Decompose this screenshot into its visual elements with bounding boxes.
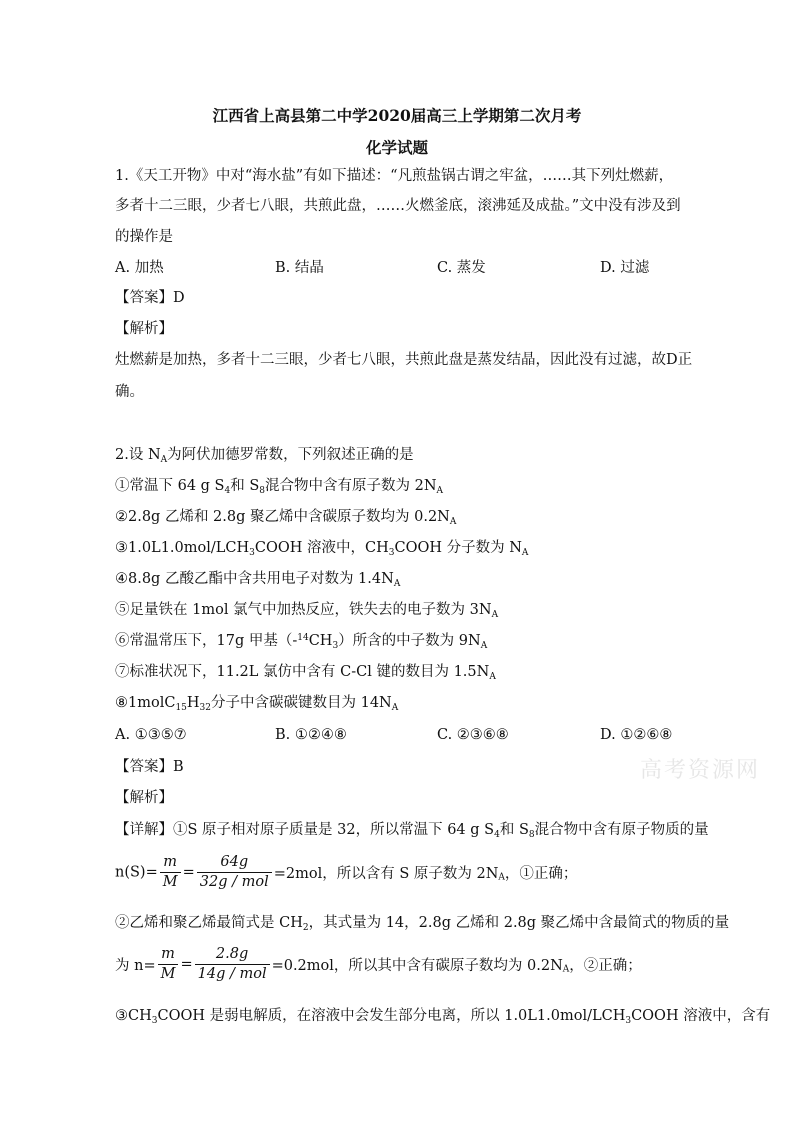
- q2-detail-line1: [115, 820, 709, 840]
- q2-stem-b: 为阿伏加德罗常数，下列叙述正确的是: [167, 447, 414, 463]
- q2-statement-6: [115, 631, 487, 651]
- q1-analysis-line1: 灶燃薪是加热，多者十二三眼，少者七八眼，共煎此盘是蒸发结晶，因此没有过滤，故D正: [115, 352, 693, 368]
- document-subtitle: 化学试题: [365, 138, 428, 157]
- q2-d3-b: COOH 是弱电解质，在溶液中会发生部分电离，所以 1.0L1.0mol/LCH: [157, 1008, 626, 1024]
- q2-d3-c: COOH 溶液中，含有: [631, 1008, 771, 1024]
- q2-detail-line3: [115, 1006, 770, 1026]
- q2-stem-a: 2.设 N: [115, 447, 161, 463]
- q2-statement-1: [115, 476, 443, 496]
- q2-detail-sub1: 4: [494, 830, 500, 840]
- q2-s1-sub2: 8: [259, 486, 266, 496]
- q2-detail-c: 混合物中含有原子物质的量: [534, 822, 709, 838]
- eq2-f1-num: m: [158, 946, 179, 965]
- eq1-fraction-mM: [160, 854, 181, 891]
- q2-s4-a: ④8.8g 乙酸乙酯中含共用电子对数为 1.4N: [115, 571, 394, 587]
- q2-s6-b: CH: [308, 633, 333, 649]
- q2-statement-3: [115, 538, 528, 558]
- q2-s8-sub2: 32: [199, 703, 211, 713]
- q2-s1-sub1: 4: [224, 486, 231, 496]
- q2-d2-b: ，其式量为 14，2.8g 乙烯和 2.8g 聚乙烯中含最简式的物质的量: [308, 915, 730, 931]
- q2-detail-line2: [115, 913, 729, 933]
- q2-answer: 【答案】B: [115, 759, 184, 775]
- q1-stem-line1: 1.《天工开物》中对“海水盐”有如下描述：“凡煎盐锅古谓之牢盆，……其下列灶燃薪，: [115, 168, 674, 184]
- q2-s1-c: 混合物中含有原子数为 2N: [265, 478, 437, 494]
- q2-statement-4: [115, 569, 400, 589]
- eq1-fraction-values: [197, 854, 272, 891]
- q2-option-a: A. ①③⑤⑦: [115, 727, 187, 743]
- eq2-f1-den: M: [160, 966, 176, 982]
- eq2-post-sub: A: [562, 964, 570, 975]
- q2-s3-sub2: 3: [388, 548, 395, 558]
- q2-s3-a: ③1.0L1.0mol/LCH: [115, 540, 250, 556]
- q2-analysis-label: 【解析】: [115, 790, 173, 806]
- eq1-post-sub: A: [498, 872, 505, 883]
- eq1-f2-num: 64g: [197, 854, 272, 873]
- q2-statement-2: [115, 507, 456, 527]
- q1-option-a: A. 加热: [115, 260, 164, 276]
- eq2-f2-num: 2.8g: [195, 946, 270, 965]
- q2-s2-sub: A: [449, 517, 457, 527]
- q2-d2-a: ②乙烯和聚乙烯最简式是 CH: [115, 915, 303, 931]
- q2-statement-7: [115, 662, 496, 682]
- q2-s3-c: COOH 分子数为 N: [394, 540, 522, 556]
- q2-s1-sub3: A: [436, 486, 444, 496]
- q1-option-b: B. 结晶: [275, 260, 324, 276]
- q1-option-c: C. 蒸发: [437, 260, 486, 276]
- q2-option-d: D. ①②⑥⑧: [600, 727, 673, 743]
- q2-s6-sub1: 3: [332, 641, 339, 651]
- watermark: 高考资源网: [640, 758, 761, 783]
- q2-s4-sub: A: [393, 579, 401, 589]
- q2-s8-sub3: A: [391, 703, 399, 713]
- q2-s8-a: ⑧1molC: [115, 695, 176, 711]
- q2-s6-sub2: A: [480, 641, 488, 651]
- q2-stem-sub: A: [160, 455, 168, 465]
- q1-analysis-line2: 确。: [115, 384, 144, 400]
- q2-s1-b: 和 S: [230, 478, 260, 494]
- q2-s6-a: ⑥常温常压下，17g 甲基（-: [115, 633, 298, 649]
- q2-s6-c: ）所含的中子数为 9N: [338, 633, 481, 649]
- q1-answer: 【答案】D: [115, 290, 185, 306]
- q1-analysis-label: 【解析】: [115, 321, 173, 337]
- q2-detail-sub2: 8: [528, 830, 535, 840]
- eq1-pre: n(S)=: [115, 864, 158, 881]
- q2-s3-sub3: A: [521, 548, 529, 558]
- q2-detail-a: 【详解】①S 原子相对原子质量是 32，所以常温下 64 g S: [115, 822, 495, 838]
- q2-option-b: B. ①②④⑧: [275, 727, 347, 743]
- q2-s6-sup: 14: [297, 633, 309, 643]
- eq1-equals: =: [182, 864, 195, 881]
- q2-statement-5: [115, 600, 498, 620]
- q1-stem-line2: 多者十二三眼，少者七八眼，共煎此盘，……火燃釜底，滚沸延及成盐。”文中没有涉及到: [115, 198, 681, 214]
- q2-stem: [115, 445, 414, 465]
- eq2-post-b: ，②正确；: [569, 958, 642, 974]
- q2-s8-sub1: 15: [175, 703, 187, 713]
- q2-equation-2: [115, 946, 642, 983]
- eq1-f1-num: m: [160, 854, 181, 873]
- eq2-equals: =: [180, 956, 193, 973]
- q2-statement-8: [115, 693, 398, 713]
- q2-d3-a: ③CH: [115, 1008, 152, 1024]
- q2-s8-c: 分子中含碳碳键数目为 14N: [211, 695, 392, 711]
- q2-s7-sub: A: [489, 672, 496, 682]
- q2-d3-sub1: 3: [151, 1016, 158, 1026]
- q2-s3-b: COOH 溶液中，CH: [254, 540, 389, 556]
- q1-stem-line3: 的操作是: [115, 229, 173, 245]
- eq1-post-a: =2mol，所以含有 S 原子数为 2N: [273, 866, 499, 882]
- document-title: 江西省上高县第二中学2020届高三上学期第二次月考: [212, 106, 582, 125]
- eq1-post-b: ，①正确；: [504, 866, 578, 882]
- q2-equation-1: [115, 854, 577, 891]
- eq1-f2-den: 32g / mol: [199, 874, 269, 890]
- q2-option-c: C. ②③⑥⑧: [437, 727, 509, 743]
- q2-s8-b: H: [186, 695, 200, 711]
- q1-option-d: D. 过滤: [600, 260, 650, 276]
- eq1-f1-den: M: [162, 874, 178, 890]
- q2-s3-sub1: 3: [249, 548, 255, 558]
- eq2-fraction-mM: [158, 946, 179, 983]
- eq2-pre: 为 n=: [115, 958, 156, 974]
- q2-s7-a: ⑦标准状况下，11.2L 氯仿中含有 C-Cl 键的数目为 1.5N: [115, 664, 490, 680]
- eq2-fraction-values: [195, 946, 270, 983]
- q2-d2-sub: 2: [302, 923, 309, 933]
- q2-s2-a: ②2.8g 乙烯和 2.8g 聚乙烯中含碳原子数均为 0.2N: [115, 509, 450, 525]
- q2-s5-sub: A: [491, 610, 499, 620]
- q2-s1-a: ①常温下 64 g S: [115, 478, 225, 494]
- eq2-post-a: =0.2mol，所以其中含有碳原子数均为 0.2N: [271, 958, 563, 974]
- q2-d3-sub2: 3: [625, 1016, 632, 1026]
- q2-s5-a: ⑤足量铁在 1mol 氯气中加热反应，铁失去的电子数为 3N: [115, 602, 492, 618]
- eq2-f2-den: 14g / mol: [197, 966, 267, 982]
- q2-detail-b: 和 S: [499, 822, 529, 838]
